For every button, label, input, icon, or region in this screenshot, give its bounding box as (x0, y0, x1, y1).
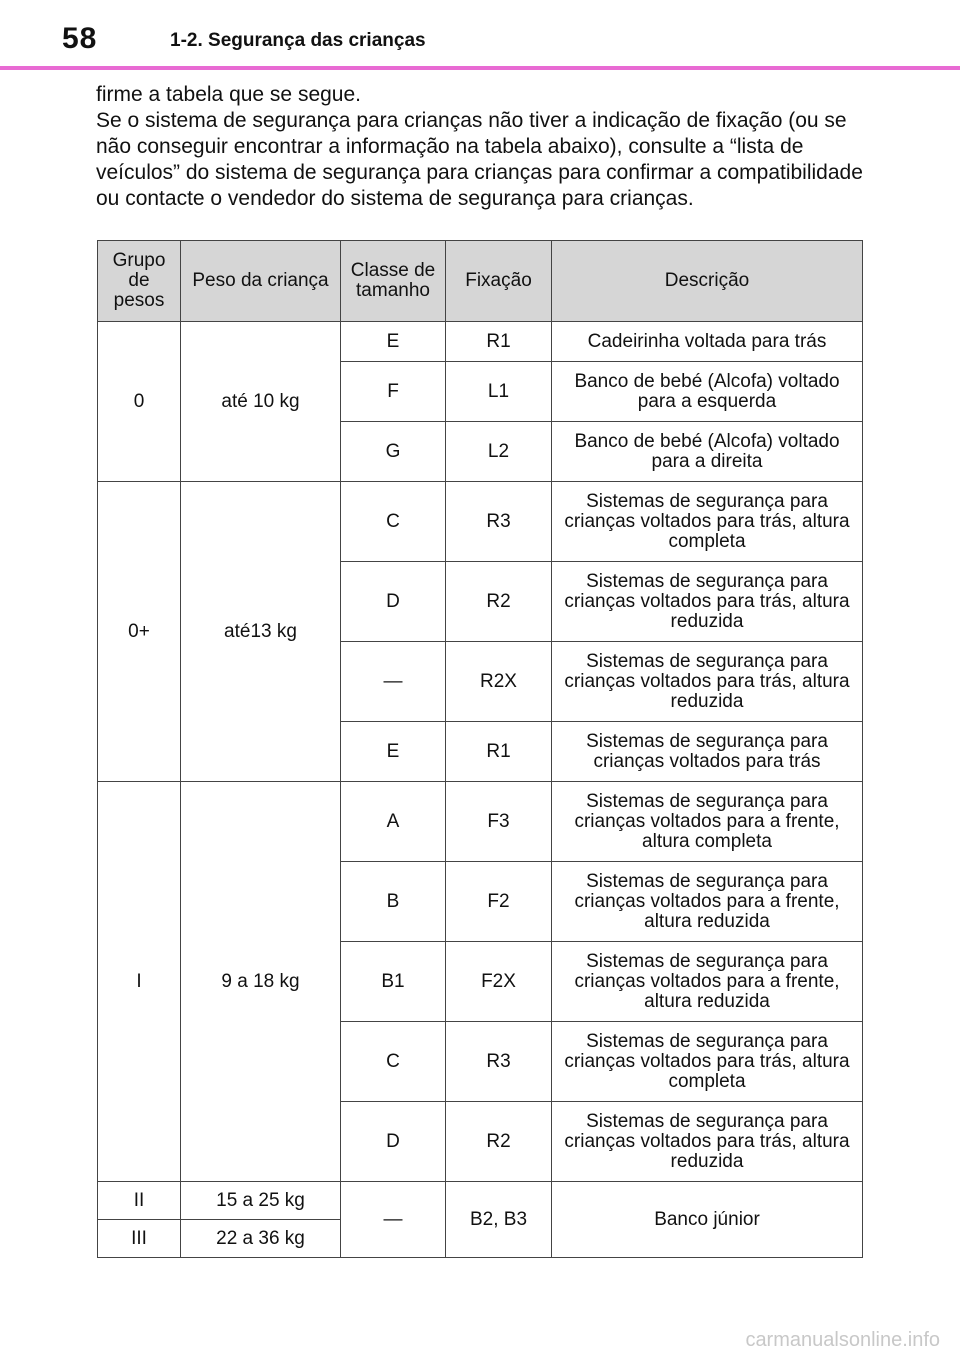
fixation-cell: R2 (446, 1102, 552, 1182)
table-row (98, 782, 863, 862)
size-class-cell: — (341, 642, 446, 722)
fixation-cell: R1 (446, 722, 552, 782)
weight-group-cell: I (98, 782, 181, 1182)
fixation-cell: F2X (446, 942, 552, 1022)
size-class-cell: F (341, 362, 446, 422)
header-fixation: Fixação (446, 241, 552, 322)
description-cell: Sistemas de segurança para crianças voltados para trás, altura completa (552, 1022, 863, 1102)
child-weight-cell: 9 a 18 kg (181, 782, 341, 1182)
child-restraint-table (97, 240, 863, 1258)
fixation-cell: R1 (446, 322, 552, 362)
fixation-cell: L1 (446, 362, 552, 422)
page-number: 58 (62, 22, 98, 55)
description-cell: Banco de bebé (Alcofa) voltado para a esquerda (552, 362, 863, 422)
table-header-row (98, 241, 863, 322)
size-class-cell: E (341, 722, 446, 782)
size-class-cell: B1 (341, 942, 446, 1022)
size-class-cell: — (341, 1182, 446, 1258)
size-class-cell: D (341, 1102, 446, 1182)
description-cell: Sistemas de segurança para crianças voltados para trás (552, 722, 863, 782)
fixation-cell: R3 (446, 482, 552, 562)
table-row (98, 1182, 863, 1220)
weight-group-cell: III (98, 1220, 181, 1258)
size-class-cell: G (341, 422, 446, 482)
page-header (0, 0, 960, 70)
description-cell: Banco júnior (552, 1182, 863, 1258)
fixation-cell: F3 (446, 782, 552, 862)
fixation-cell: L2 (446, 422, 552, 482)
description-cell: Sistemas de segurança para crianças voltados para trás, altura completa (552, 482, 863, 562)
weight-group-cell: II (98, 1182, 181, 1220)
table-row (98, 322, 863, 362)
size-class-cell: B (341, 862, 446, 942)
description-cell: Sistemas de segurança para crianças voltados para a frente, altura completa (552, 782, 863, 862)
child-weight-cell: até 10 kg (181, 322, 341, 482)
watermark: carmanualsonline.info (745, 1329, 940, 1351)
fixation-cell: R2X (446, 642, 552, 722)
child-weight-cell: 15 a 25 kg (181, 1182, 341, 1220)
fixation-cell: R3 (446, 1022, 552, 1102)
description-cell: Sistemas de segurança para crianças voltados para a frente, altura reduzida (552, 862, 863, 942)
description-cell: Sistemas de segurança para crianças voltados para trás, altura reduzida (552, 642, 863, 722)
weight-group-cell: 0 (98, 322, 181, 482)
weight-group-cell: 0+ (98, 482, 181, 782)
paragraph: Se o sistema de segurança para crianças não tiver a indicação de fixação (ou se não conseguir encontrar a informação na tabela abaixo), consulte a “lista de veículos” do sistema de segurança para crianças para confirmar a compatibilidade ou contacte o vendedor do sistema de segurança para crianças. (96, 109, 863, 210)
fixation-cell: B2, B3 (446, 1182, 552, 1258)
fixation-cell: F2 (446, 862, 552, 942)
size-class-cell: A (341, 782, 446, 862)
header-size-class: Classe de tamanho (341, 241, 446, 322)
intro-text (96, 82, 876, 212)
table-row (98, 482, 863, 562)
child-weight-cell: até13 kg (181, 482, 341, 782)
size-class-cell: E (341, 322, 446, 362)
description-cell: Banco de bebé (Alcofa) voltado para a direita (552, 422, 863, 482)
header-description: Descrição (552, 241, 863, 322)
description-cell: Sistemas de segurança para crianças voltados para trás, altura reduzida (552, 1102, 863, 1182)
child-weight-cell: 22 a 36 kg (181, 1220, 341, 1258)
description-cell: Sistemas de segurança para crianças voltados para trás, altura reduzida (552, 562, 863, 642)
section-title: 1-2. Segurança das crianças (170, 30, 426, 51)
description-cell: Cadeirinha voltada para trás (552, 322, 863, 362)
header-weight-group: Grupo de pesos (98, 241, 181, 322)
size-class-cell: C (341, 482, 446, 562)
fixation-cell: R2 (446, 562, 552, 642)
size-class-cell: C (341, 1022, 446, 1102)
size-class-cell: D (341, 562, 446, 642)
description-cell: Sistemas de segurança para crianças voltados para a frente, altura reduzida (552, 942, 863, 1022)
header-child-weight: Peso da criança (181, 241, 341, 322)
paragraph: firme a tabela que se segue. (96, 83, 362, 106)
